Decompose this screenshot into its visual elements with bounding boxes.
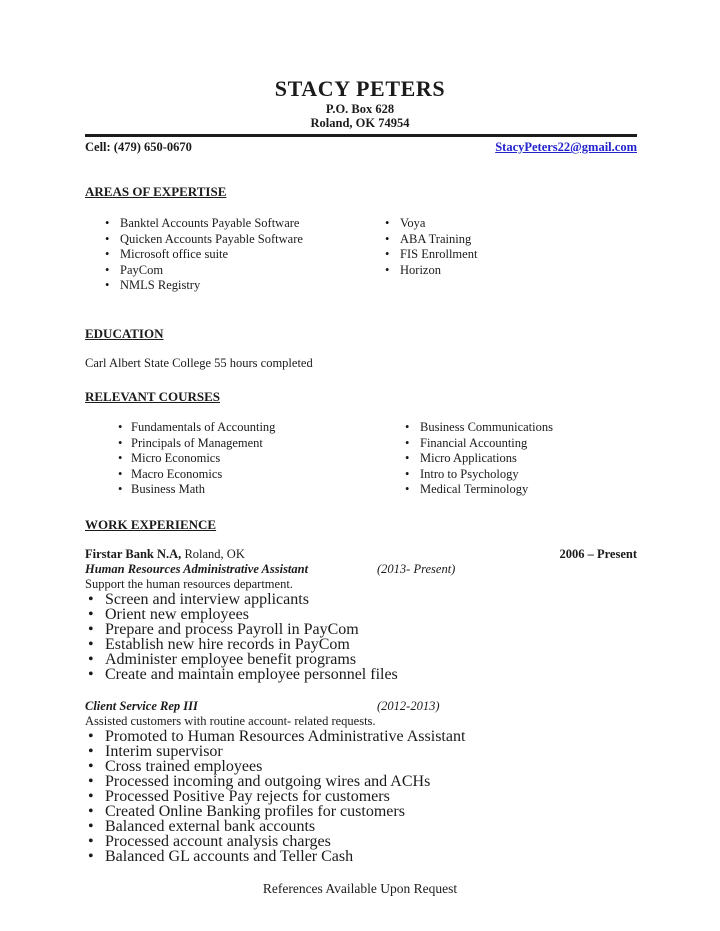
list-item: • Establish new hire records in PayCom (85, 637, 637, 652)
person-name: STACY PETERS (274, 76, 446, 101)
employer-location: Roland, OK (184, 546, 245, 561)
list-item: • PayCom (85, 263, 385, 279)
address-line-2: Roland, OK 74954 (310, 116, 410, 130)
job-title-row (85, 562, 637, 577)
section-areas-of-expertise (85, 184, 637, 294)
list-item: • Create and maintain employee personnel files (85, 667, 637, 682)
section-heading-courses: RELEVANT COURSES (85, 388, 220, 404)
job-title: Human Resources Administrative Assistant (85, 561, 309, 576)
list-item: • Financial Accounting (405, 436, 553, 452)
section-heading-work: WORK EXPERIENCE (85, 516, 217, 532)
list-item: • Banktel Accounts Payable Software (85, 216, 385, 232)
employer-name-location (85, 547, 245, 562)
job-title-row (85, 699, 637, 714)
job-entry-hr-admin-assistant (85, 562, 637, 682)
list-item: • Microsoft office suite (85, 247, 385, 263)
list-item: • Balanced GL accounts and Teller Cash (85, 849, 637, 864)
employer-name: Firstar Bank N.A, (85, 546, 182, 561)
employment-tenure: 2006 – Present (559, 546, 637, 561)
job-duties-list (85, 592, 637, 682)
job-duties-list (85, 729, 637, 864)
education-detail: Carl Albert State College 55 hours completed (85, 355, 313, 370)
list-item: • Screen and interview applicants (85, 592, 637, 607)
contact-row (85, 140, 637, 155)
list-item: • NMLS Registry (85, 278, 385, 294)
list-item: • Processed Positive Pay rejects for customers (85, 789, 637, 804)
email-link[interactable]: StacyPeters22@gmail.com (495, 140, 637, 154)
list-item: • Processed account analysis charges (85, 834, 637, 849)
list-item: • Administer employee benefit programs (85, 652, 637, 667)
employer-row (85, 547, 637, 562)
job-dates: (2013- Present) (377, 561, 456, 576)
courses-list-left (85, 420, 405, 498)
section-relevant-courses (85, 389, 637, 498)
list-item: • Micro Applications (405, 451, 553, 467)
list-item: • Business Communications (405, 420, 553, 436)
list-item: • Business Math (85, 482, 405, 498)
list-item: • Quicken Accounts Payable Software (85, 232, 385, 248)
list-item: • Principals of Management (85, 436, 405, 452)
list-item: • FIS Enrollment (385, 247, 477, 263)
section-work-experience (85, 517, 637, 864)
header-divider (85, 134, 637, 137)
list-item: • Fundamentals of Accounting (85, 420, 405, 436)
list-item: • Orient new employees (85, 607, 637, 622)
list-item: • Intro to Psychology (405, 467, 553, 483)
list-item: • Promoted to Human Resources Administrative Assistant (85, 729, 637, 744)
job-title: Client Service Rep III (85, 698, 198, 713)
list-item: • Created Online Banking profiles for customers (85, 804, 637, 819)
job-entry-client-service-rep (85, 699, 637, 864)
list-item: • Voya (385, 216, 477, 232)
list-item: • Macro Economics (85, 467, 405, 483)
list-item: • Interim supervisor (85, 744, 637, 759)
references-note: References Available Upon Request (262, 880, 458, 896)
courses-columns (85, 420, 637, 498)
list-item: • Medical Terminology (405, 482, 553, 498)
expertise-list-left (85, 216, 385, 294)
cell-phone: Cell: (479) 650-0670 (85, 140, 192, 154)
list-item: • Processed incoming and outgoing wires and ACHs (85, 774, 637, 789)
expertise-list-right (385, 216, 477, 294)
list-item: • Prepare and process Payroll in PayCom (85, 622, 637, 637)
section-heading-expertise: AREAS OF EXPERTISE (85, 184, 227, 199)
job-summary: Assisted customers with routine account- related requests. (85, 713, 376, 728)
job-dates: (2012-2013) (377, 698, 440, 713)
expertise-columns (85, 216, 637, 294)
list-item: • Horizon (385, 263, 477, 279)
section-education (85, 326, 637, 371)
list-item: • Balanced external bank accounts (85, 819, 637, 834)
list-item: • Cross trained employees (85, 759, 637, 774)
list-item: • ABA Training (385, 232, 477, 248)
job-summary: Support the human resources department. (85, 576, 293, 591)
section-heading-education: EDUCATION (85, 325, 164, 341)
address-line-1: P.O. Box 628 (325, 102, 395, 116)
courses-list-right (405, 420, 553, 498)
list-item: • Micro Economics (85, 451, 405, 467)
